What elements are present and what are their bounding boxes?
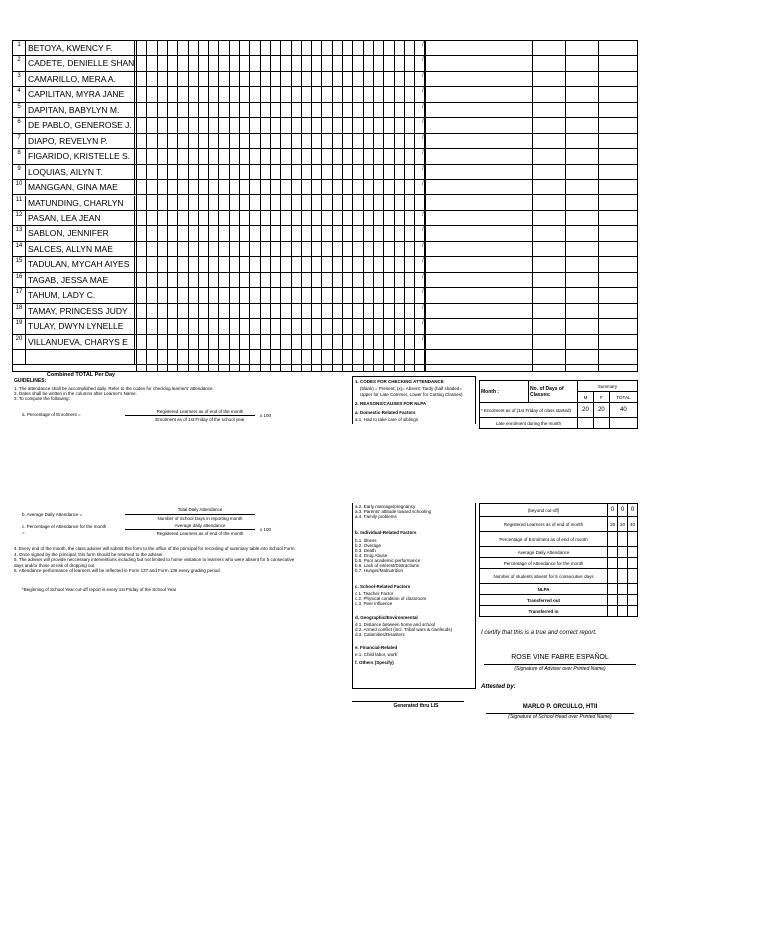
learner-number: 20 (13, 335, 26, 349)
formula-c-label: c. Percentage of Attendance for the month (22, 524, 107, 529)
attendance-grid (12, 40, 638, 379)
grid-column-line (249, 41, 250, 371)
reason-b3: b.3. Death (355, 548, 376, 553)
attendance-mark: / (422, 334, 424, 342)
summary-table-top (479, 380, 638, 429)
reason-e1: e.1. Child labor, work (355, 652, 398, 657)
learner-name: MATUNDING, CHARLYN (27, 196, 135, 210)
grid-column-line (136, 41, 137, 371)
grid-column-line (270, 41, 271, 371)
codes-title: 1. CODES FOR CHECKING ATTENDANCE (355, 379, 444, 384)
attendance-mark: / (422, 118, 424, 126)
school-title: c. School-Related Factors (355, 584, 411, 589)
reason-a3: a.3. Parents' attitude toward schooling (355, 509, 432, 514)
learner-number: 14 (13, 242, 26, 256)
formula-b-denominator: Number of School Days in reporting month (157, 516, 243, 521)
attendance-mark: / (422, 303, 424, 311)
learner-name: VILLANUEVA, CHARYS E (27, 335, 135, 349)
reason-b2: b.2. Overage (355, 543, 382, 548)
grid-column-line (311, 41, 312, 371)
attendance-mark: / (422, 164, 424, 172)
grid-column-line (394, 41, 395, 371)
learner-row (13, 56, 637, 71)
reason-c1: c.1. Teacher Factor (355, 591, 394, 596)
reason-d2: d.2. Armed conflict (incl. Tribal wars & clanfeuds) (355, 627, 453, 632)
learner-number: 10 (13, 180, 26, 194)
learner-row (13, 165, 637, 180)
grid-column-line (146, 41, 147, 371)
attendance-mark: / (422, 56, 424, 64)
grid-column-line (598, 41, 599, 371)
grid-column-line (198, 41, 199, 371)
grid-column-line (188, 41, 189, 371)
registered-label: Registered Learners as of end of month (480, 517, 608, 532)
learner-number: 18 (13, 304, 26, 318)
late-m: 0 (608, 504, 618, 517)
grid-column-line (414, 41, 415, 371)
late-label: Late enrolment during the month (480, 418, 578, 429)
formula-c-numerator: Average daily attendance (174, 523, 226, 528)
learner-row (13, 335, 637, 350)
adviser-name: ROSE VINE FABRE ESPAÑOL (511, 654, 609, 661)
grid-column-line (229, 41, 230, 371)
late-f: 0 (618, 504, 628, 517)
learner-row (13, 304, 637, 319)
attendance-mark: / (422, 41, 424, 48)
learner-number: 15 (13, 257, 26, 271)
enrolment-label: * Enrolment as of (1st Friday of class started) (480, 403, 578, 418)
learner-row (13, 72, 637, 87)
grid-column-line (321, 41, 322, 371)
grid-column-line (332, 41, 333, 371)
grid-column-line (363, 41, 364, 371)
domestic-title: a. Domestic-Related Factors (355, 410, 416, 415)
grid-column-line (342, 41, 343, 371)
month-label: Month : (480, 381, 529, 403)
learner-row (13, 319, 637, 334)
learner-name: SALCES, ALLYN MAE (27, 242, 135, 256)
transferred-in-label: Transferred in (480, 606, 608, 617)
learner-number: 1 (13, 41, 26, 55)
reg-m: 20 (608, 517, 618, 532)
reason-b7: b.7. Hunger/Malnutrition (355, 568, 404, 573)
learner-row (13, 180, 637, 195)
reason-b6: b.6. Lack of interest/Distractions (355, 563, 420, 568)
learner-number: 8 (13, 149, 26, 163)
financial-title: e. Financial-Related (355, 645, 398, 650)
grid-column-line (167, 41, 168, 371)
learner-number: 16 (13, 273, 26, 287)
reg-total: 40 (628, 517, 638, 532)
attendance-mark: / (422, 210, 424, 218)
learner-row (13, 118, 637, 133)
grid-column-line (373, 41, 374, 371)
learner-row (13, 103, 637, 118)
reason-c3: c.3. Peer influence (355, 601, 393, 606)
learner-name: PASAN, LEA JEAN (27, 211, 135, 225)
grid-column-line (218, 41, 219, 371)
learner-number: 13 (13, 226, 26, 240)
formula-b-numerator: Total Daily Attendance (177, 507, 223, 512)
learner-name (27, 350, 135, 364)
grid-column-line (239, 41, 240, 371)
guideline-3: 3. To compute the following: (14, 396, 70, 401)
learner-name: CAPILITAN, MYRA JANE (27, 87, 135, 101)
combined-total-row (13, 365, 637, 379)
formula-c-eq: = (22, 530, 25, 535)
attendance-mark: / (422, 133, 424, 141)
attendance-mark: / (422, 71, 424, 79)
grid-column-line (208, 41, 209, 371)
absent5-label: Number of students absent for 5 consecutive days (480, 569, 608, 584)
avg-daily-label: Average Daily Attendance (480, 547, 608, 558)
reason-b4: b.4. Drug Abuse (355, 553, 388, 558)
reason-d1: d.1. Distance between home and school (355, 622, 436, 627)
learner-row (13, 242, 637, 257)
attendance-mark: / (422, 180, 424, 188)
individual-title: b. Individual-Related Factors (355, 530, 417, 535)
formula-a-label: a. Percentage of Enrolment = (22, 412, 81, 417)
grid-column-line (301, 41, 302, 371)
reason-a1: a.1. Had to take care of siblings (355, 417, 419, 422)
attendance-mark: / (422, 102, 424, 110)
grid-column-line (532, 41, 533, 371)
codes-legend: (blank) = Present; (x)= Absent; Tardy (half shaded= Upper for Late Commer, Lower for Cutting Classes) (360, 386, 463, 397)
learner-number: 3 (13, 72, 26, 86)
formula-c-denominator: Registered Learners as of end of the month (156, 531, 244, 536)
learner-name: TAHUM, LADY C. (27, 288, 135, 302)
learner-number: 9 (13, 165, 26, 179)
learner-name: BETOYA, KWENCY F. (27, 41, 135, 55)
summary-table-bottom (479, 503, 638, 617)
learner-name: TAMAY, PRINCESS JUDY (27, 304, 135, 318)
grid-column-line (383, 41, 384, 371)
col-f: F (593, 392, 609, 403)
guideline-5: 5. The adviser will provide neccessary interventions including but not limited to home visitation to learners who were absent for 5 consecutive days and/or those at risk of dropping out. (14, 557, 295, 568)
learner-row (13, 257, 637, 272)
grid-column-line (291, 41, 292, 371)
grid-column-line (177, 41, 178, 371)
pct-att-label: Percentage of Attendance for the month (480, 558, 608, 569)
guideline-4: 4. Every end of the month, the class adviser will submit this form to the office of the principal for recording of summary table into School Form 4. Once signed by the principal, this form should be returned to the adviser. (14, 546, 295, 557)
grid-column-line (280, 41, 281, 371)
attested-by: Attested by: (481, 684, 516, 690)
guidelines-title: GUIDELINES: (14, 378, 47, 384)
late-total: 0 (628, 504, 638, 517)
formula-a-x100: x 100 (260, 413, 272, 418)
learner-number: 12 (13, 211, 26, 225)
learner-number: 11 (13, 196, 26, 210)
attendance-mark: / (422, 149, 424, 157)
nlpa-label: NLPA (480, 584, 608, 595)
learner-row (13, 350, 637, 365)
col-total: TOTAL (609, 392, 637, 403)
learner-name: TULAY, DWYN LYNELLE (27, 319, 135, 333)
learner-number: 17 (13, 288, 26, 302)
reg-f: 20 (618, 517, 628, 532)
attendance-mark: / (422, 226, 424, 234)
reasons-title: 2. REASONS/CAUSES FOR NLPA (355, 401, 427, 406)
school-head-caption: (Signature of School Head over Printed Name) (508, 714, 612, 720)
adviser-caption: (Signature of Adviser over Printed Name) (514, 666, 606, 672)
grid-column-line (260, 41, 261, 371)
attendance-mark: / (422, 241, 424, 249)
learner-row (13, 226, 637, 241)
learner-name: MANGGAN, GINA MAE (27, 180, 135, 194)
formula-b-label: b. Average Daily Attendance = (22, 512, 83, 517)
reason-a2: a.2. Early marriage/pregnancy (355, 504, 416, 509)
reason-b5: b.5. Poor academic performance (355, 558, 421, 563)
learner-number: 6 (13, 118, 26, 132)
learner-name: CAMARILLO, MERA A. (27, 72, 135, 86)
reason-c2: c.2. Physical condition of classroom (355, 596, 427, 601)
attendance-mark: / (422, 272, 424, 280)
enrol-f: 20 (593, 403, 609, 418)
learner-name: CADETE, DENIELLE SHAN (27, 56, 135, 70)
formula-c-x100: x 100 (260, 527, 272, 532)
col-m: M (578, 392, 594, 403)
learner-number: 4 (13, 87, 26, 101)
generated-thru: Generated thru LIS (393, 703, 439, 709)
learner-row (13, 196, 637, 211)
grid-column-line (352, 41, 353, 371)
learner-name: DE PABLO, GENEROSE J. (27, 118, 135, 132)
school-head-name: MARLO P. ORCULLO, HTII (522, 704, 598, 710)
learner-number: 2 (13, 56, 26, 70)
learner-name: DIAPO, REVELYN P. (27, 134, 135, 148)
enrol-total: 40 (609, 403, 637, 418)
attendance-mark: / (422, 319, 424, 327)
days-label: No. of Days of Classes: (529, 381, 578, 403)
guideline-6: 6. Attendance performance of learners will be reflected in Form 137 and Form 138 every grading period. (14, 568, 221, 573)
footnote: *Beginning of School Year cut-off report is every 1st Friday of the School Year (22, 587, 177, 592)
guideline-1: 1. The attendance shall be accomplished daily. Refer to the codes for checking learners' attendance. (14, 386, 214, 391)
learner-name: TADULAN, MYCAH AIYES (27, 257, 135, 271)
formula-a-numerator: Registered Learners as of end of the month (156, 409, 244, 414)
learner-row (13, 149, 637, 164)
reason-a4: a.4. Family problems (355, 514, 397, 519)
learner-number: 7 (13, 134, 26, 148)
others-title: f. Others (Specify) (355, 660, 394, 665)
grid-column-line (157, 41, 158, 371)
learner-number: 5 (13, 103, 26, 117)
attendance-mark: / (422, 257, 424, 265)
reason-b1: b.1. Illness (355, 538, 377, 543)
geo-title: d. Geographic/Environmental (355, 615, 418, 620)
combined-total-label: Combined TOTAL Per Day (46, 372, 116, 379)
learner-row (13, 87, 637, 102)
learner-row (13, 134, 637, 149)
learner-row (13, 211, 637, 226)
attendance-mark: / (422, 288, 424, 296)
transferred-out-label: Transferred out (480, 595, 608, 606)
enrol-m: 20 (578, 403, 594, 418)
grid-column-line (424, 41, 426, 371)
learner-row (13, 288, 637, 303)
learner-name: LOQUIAS, AILYN T. (27, 165, 135, 179)
learner-number: 19 (13, 319, 26, 333)
learner-name: FIGARIDO, KRISTELLE S. (27, 149, 135, 163)
certify-text: I certify that this is a true and correct report. (481, 630, 597, 636)
learner-name: DAPITAN, BABYLYN M. (27, 103, 135, 117)
learner-name: SABLON, JENNIFER (27, 226, 135, 240)
learner-name: TAGAB, JESSA MAE (27, 273, 135, 287)
grid-column-line (404, 41, 405, 371)
summary-label: Summary (578, 381, 638, 392)
learner-row (13, 41, 637, 56)
pct-enrol-label: Percentage of Enrolment as of end of month (480, 532, 608, 547)
beyond-label: (beyond cut-off) (480, 504, 608, 517)
learner-row (13, 273, 637, 288)
learner-number (13, 350, 26, 364)
guideline-2: 2. Dates shall be written in the columns after Learner's Name. (14, 391, 137, 396)
reason-d3: d.3. Calamities/Disasters (355, 632, 405, 637)
attendance-mark: / (422, 87, 424, 95)
grid-column-line (565, 41, 566, 371)
formula-a-denominator: Enrolment as of 1st Friday of the school year (155, 417, 245, 422)
